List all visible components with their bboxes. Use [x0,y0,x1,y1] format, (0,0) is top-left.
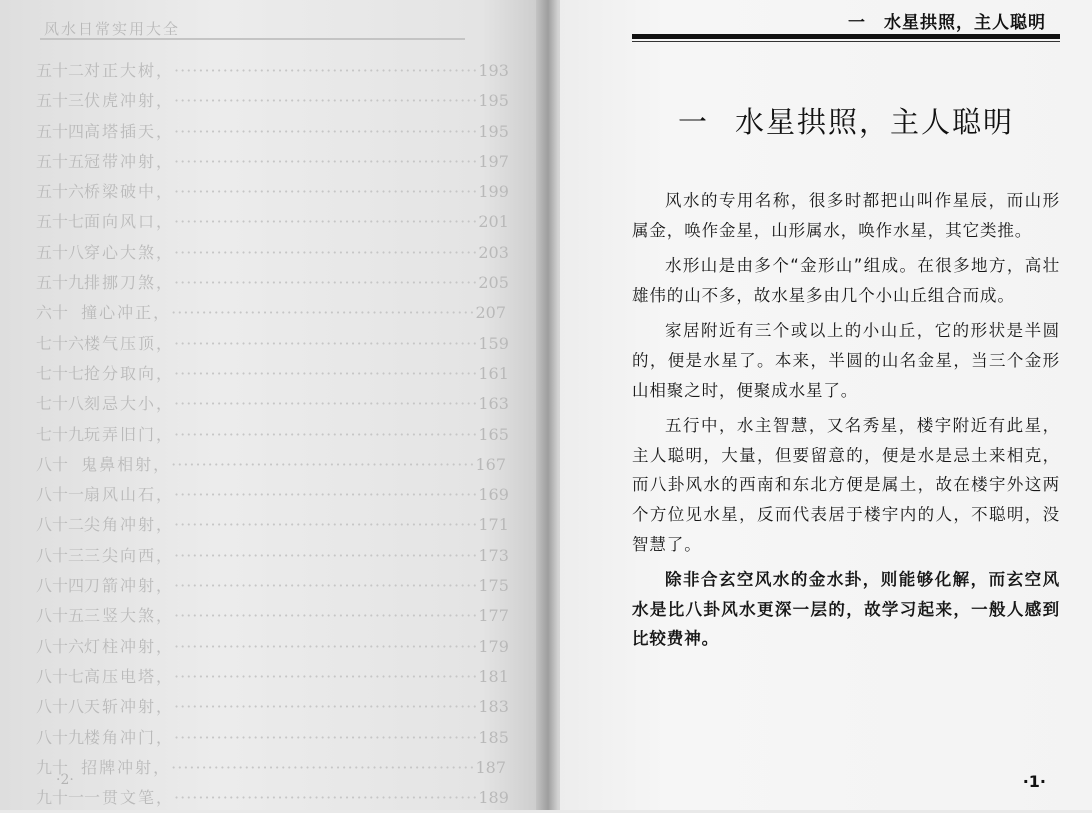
toc-title: 扇风山石， [84,485,175,505]
toc-leader-dots: ·················································· [171,454,476,474]
toc-leader-dots: ·················································· [174,788,479,808]
toc-title: 抢分取向， [84,363,175,383]
toc-title: 楼角冲门， [84,727,175,747]
toc-page: 179 [478,636,509,656]
toc-number: 八十一 [36,485,85,505]
toc-title: 天斩冲射， [84,697,175,717]
toc-leader-dots: ·················································· [174,545,479,565]
toc-page: 159 [478,333,509,353]
toc-title: 尖角冲射， [84,515,175,535]
toc-row [36,601,509,631]
toc-title: 伏虎冲射， [84,91,175,111]
toc-number: 五十八 [36,242,85,262]
toc-page: 203 [478,242,509,262]
toc-title: 穿心大煞， [84,242,175,262]
toc-row [36,541,509,571]
toc-title: 冠带冲射， [84,151,175,171]
toc-title: 刻忌大小， [84,394,175,414]
toc-page: 183 [478,697,509,717]
toc-leader-dots: ·················································· [174,333,479,353]
toc-page: 165 [478,424,509,444]
toc-row [36,56,509,86]
toc-number: 五十二 [36,61,85,80]
toc-number: 五十五 [36,151,85,171]
toc-page: 195 [478,121,509,141]
toc-page: 177 [478,606,509,626]
toc-title: 灯柱冲射， [84,636,175,656]
toc-row [36,329,509,359]
toc-title: 三尖向西， [84,545,175,565]
toc-page: 175 [478,576,509,596]
toc-page: 161 [478,363,509,383]
toc-leader-dots: ·················································· [174,121,479,141]
toc-title: 一贯文笔， [84,788,175,808]
toc-row [36,480,509,510]
toc-page: 199 [478,182,509,202]
chapter-number: 一 [677,105,709,139]
toc-page: 187 [475,757,506,777]
header-rule-thick [632,34,1060,39]
left-header-rule [40,38,465,40]
toc-leader-dots: ·················································· [174,636,479,656]
toc-row [36,632,509,662]
toc-title: 面向风口， [84,212,175,232]
toc-leader-dots: ·················································· [174,182,479,202]
toc-title: 高塔插天， [84,121,175,141]
paragraph: 五行中，水主智慧，又名秀星，楼宇附近有此星，主人聪明，大量，但要留意的，便是水是忌土来相克，而八卦风水的西南和东北方便是属土，故在楼宇外这两个方位见水星，反而代表居于楼宇内的人，不聪明，没智慧了。 [632,416,1060,554]
toc-number: 八十 [36,454,69,474]
toc-number: 七十八 [36,394,85,414]
paragraph: 水形山是由多个“金形山”组成。在很多地方，高壮雄伟的山不多，故水星多由几个小山丘组合而成。 [632,256,1060,305]
toc-page: 197 [478,151,509,171]
toc-leader-dots: ·················································· [174,61,479,80]
toc-number: 五十七 [36,212,85,232]
toc-leader-dots: ·················································· [174,697,479,717]
toc-title: 排挪刀煞， [84,273,175,293]
toc-number: 八十五 [36,606,85,626]
toc-leader-dots: ·················································· [174,666,479,686]
table-of-contents [36,56,509,813]
toc-leader-dots: ·················································· [174,91,479,111]
toc-leader-dots: ·················································· [174,394,479,414]
toc-page: 201 [478,212,509,232]
toc-row [36,662,509,692]
toc-page: 169 [478,485,509,505]
toc-number: 八十四 [36,576,85,596]
body-text [632,186,1060,660]
toc-row [36,450,506,480]
toc-number: 六十 [36,303,69,323]
toc-title: 鬼鼻相射， [81,454,172,474]
toc-number: 七十九 [36,424,85,444]
toc-title: 刀箭冲射， [84,576,175,596]
toc-leader-dots: ·················································· [174,576,479,596]
toc-number: 九十 [36,757,69,777]
toc-title: 对正大树， [84,61,175,80]
toc-row [36,117,509,147]
toc-title: 桥梁破中， [84,182,175,202]
chapter-title: 水星拱照，主人聪明 [735,105,1015,139]
toc-title: 楼气压顶， [84,333,175,353]
toc-leader-dots: ·················································· [171,757,476,777]
toc-row [36,389,509,419]
left-page-number: ·2· [56,772,74,788]
toc-leader-dots: ·················································· [174,606,479,626]
paragraph: 除非合玄空风水的金水卦，则能够化解，而玄空风水是比八卦风水更深一层的，故学习起来，一般人感到比较费神。 [632,570,1060,649]
toc-row [36,177,509,207]
toc-title: 玩弄旧门， [84,424,175,444]
toc-row [36,298,506,328]
toc-number: 八十七 [36,666,85,686]
toc-row [36,359,509,389]
toc-leader-dots: ·················································· [174,151,479,171]
toc-row [36,207,509,237]
toc-row [36,753,506,783]
toc-page: 181 [478,666,509,686]
toc-page: 193 [478,61,509,80]
toc-leader-dots: ·················································· [174,424,479,444]
right-page [560,0,1092,810]
toc-title: 高压电塔， [84,666,175,686]
toc-page: 163 [478,394,509,414]
toc-number: 五十三 [36,91,85,111]
toc-leader-dots: ·················································· [174,273,479,293]
toc-row [36,783,509,813]
left-running-head: 风水日常实用大全 [44,20,181,38]
toc-row [36,692,509,722]
toc-title: 招牌冲射， [81,757,172,777]
toc-number: 七十七 [36,363,85,383]
toc-title: 撞心冲正， [81,303,172,323]
toc-leader-dots: ·················································· [174,363,479,383]
toc-page: 185 [478,727,509,747]
toc-leader-dots: ·················································· [174,485,479,505]
toc-leader-dots: ·················································· [174,242,479,262]
toc-leader-dots: ·················································· [174,727,479,747]
toc-leader-dots: ·················································· [174,212,479,232]
toc-page: 173 [478,545,509,565]
toc-number: 八十八 [36,697,85,717]
toc-title: 三竖大煞， [84,606,175,626]
toc-number: 八十六 [36,636,85,656]
toc-number: 八十九 [36,727,85,747]
chapter-heading [632,100,1060,141]
toc-row [36,147,509,177]
toc-row [36,571,509,601]
page-number: ·1· [1022,772,1046,791]
toc-row [36,723,509,753]
toc-number: 五十九 [36,273,85,293]
toc-row [36,510,509,540]
paragraph: 家居附近有三个或以上的小山丘，它的形状是半圆的，便是水星了。本来，半圆的山名金星，当三个金形山相聚之时，便聚成水星了。 [632,321,1060,400]
toc-number: 九十一 [36,788,85,808]
toc-number: 七十六 [36,333,85,353]
toc-row [36,268,509,298]
toc-row [36,238,509,268]
toc-page: 171 [478,515,509,535]
toc-row [36,420,509,450]
left-page [0,0,548,810]
toc-page: 167 [475,454,506,474]
toc-leader-dots: ·················································· [174,515,479,535]
toc-leader-dots: ·················································· [171,303,476,323]
toc-number: 五十六 [36,182,85,202]
running-head: 一 水星拱照，主人聪明 [848,13,1046,33]
header-rule-thin [632,41,1060,42]
toc-number: 八十二 [36,515,85,535]
toc-number: 五十四 [36,121,85,141]
toc-page: 195 [478,91,509,111]
toc-page: 205 [478,273,509,293]
toc-number: 八十三 [36,545,85,565]
paragraph: 风水的专用名称，很多时都把山叫作星辰，而山形属金，唤作金星，山形属水，唤作水星，其它类推。 [632,191,1060,240]
toc-page: 207 [475,303,506,323]
toc-page: 189 [478,788,509,808]
toc-row [36,86,509,116]
